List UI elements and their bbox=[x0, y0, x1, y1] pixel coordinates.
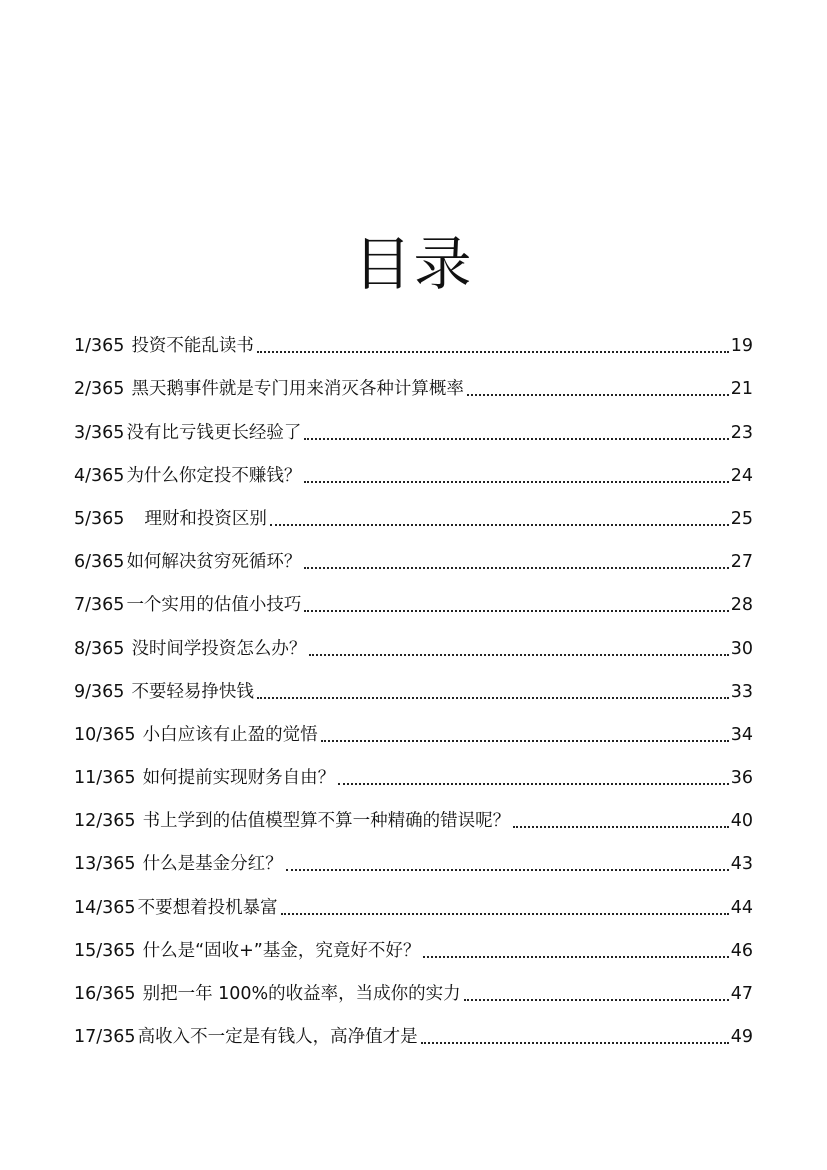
toc-entry[interactable] bbox=[74, 367, 753, 410]
toc-entry-page: 34 bbox=[730, 724, 753, 745]
toc-entry-page: 46 bbox=[730, 940, 753, 961]
dot-leader bbox=[304, 610, 728, 612]
toc-entry-number: 10/365 bbox=[74, 724, 136, 745]
dot-leader bbox=[286, 869, 729, 871]
toc-entry-title: 别把一年 100%的收益率，当成你的实力 bbox=[142, 984, 461, 1004]
toc-entry-page: 43 bbox=[730, 854, 753, 875]
toc-entry-page: 19 bbox=[730, 336, 753, 357]
toc-entry-title: 如何解决贫穷死循环？ bbox=[126, 552, 302, 573]
toc-entry[interactable] bbox=[74, 799, 753, 842]
toc-entry[interactable] bbox=[74, 929, 753, 972]
toc-entry-number: 17/365 bbox=[74, 1027, 136, 1048]
toc-entry-title: 没时间学投资怎么办？ bbox=[131, 638, 307, 659]
toc-entry-page: 36 bbox=[730, 768, 753, 789]
toc-entry-title: 什么是基金分红？ bbox=[142, 854, 283, 875]
toc-entry-title: 一个实用的估值小技巧 bbox=[126, 595, 302, 616]
toc-entry-number: 4/365 bbox=[74, 465, 125, 486]
toc-entry-number: 15/365 bbox=[74, 940, 136, 961]
toc-entry[interactable] bbox=[74, 626, 753, 669]
toc-entry-page: 28 bbox=[730, 595, 753, 616]
toc-entry-page: 27 bbox=[730, 552, 753, 573]
dot-leader bbox=[423, 956, 728, 958]
dot-leader bbox=[304, 481, 728, 483]
toc-entry[interactable] bbox=[74, 713, 753, 756]
toc-entry-title: 不要轻易挣快钱 bbox=[131, 681, 254, 702]
toc-entry[interactable] bbox=[74, 1015, 753, 1058]
toc-entry-title: 如何提前实现财务自由？ bbox=[142, 768, 336, 789]
toc-entry-page: 25 bbox=[730, 508, 753, 529]
toc-entry-page: 24 bbox=[730, 465, 753, 486]
toc-entry-page: 21 bbox=[730, 379, 753, 400]
toc-entry-number: 1/365 bbox=[74, 336, 125, 357]
toc-entry-title: 没有比亏钱更长经验了 bbox=[126, 422, 302, 443]
toc-entry[interactable] bbox=[74, 972, 753, 1015]
toc-entry-number: 9/365 bbox=[74, 681, 125, 702]
dot-leader bbox=[338, 783, 729, 785]
toc-entry-title: 黑天鹅事件就是专门用来消灭各种计算概率 bbox=[131, 379, 464, 400]
toc-entry-title: 理财和投资区别 bbox=[144, 508, 267, 529]
dot-leader bbox=[321, 740, 729, 742]
toc-entry[interactable] bbox=[74, 756, 753, 799]
toc-entry-number: 14/365 bbox=[74, 897, 136, 918]
dot-leader bbox=[281, 913, 729, 915]
dot-leader bbox=[304, 438, 728, 440]
toc-entry-page: 44 bbox=[730, 897, 753, 918]
toc-entry-title: 小白应该有止盈的觉悟 bbox=[142, 724, 318, 745]
dot-leader bbox=[304, 567, 728, 569]
dot-leader bbox=[257, 697, 729, 699]
toc-entry-title: 为什么你定投不赚钱？ bbox=[126, 465, 302, 486]
toc-entry[interactable] bbox=[74, 497, 753, 540]
toc-entry[interactable] bbox=[74, 670, 753, 713]
toc-entry-number: 16/365 bbox=[74, 984, 136, 1004]
dot-leader bbox=[309, 654, 728, 656]
toc-entry[interactable] bbox=[74, 842, 753, 885]
toc-entry-title: 高收入不一定是有钱人，高净值才是 bbox=[137, 1027, 418, 1048]
toc-entry-number: 8/365 bbox=[74, 638, 125, 659]
toc-entry[interactable] bbox=[74, 410, 753, 453]
dot-leader bbox=[257, 351, 729, 353]
toc-entry-page: 33 bbox=[730, 681, 753, 702]
toc-entry[interactable] bbox=[74, 583, 753, 626]
toc-entry-page: 23 bbox=[730, 422, 753, 443]
toc-entry-number: 11/365 bbox=[74, 768, 136, 789]
toc-entry[interactable] bbox=[74, 885, 753, 928]
toc-entry-title: 投资不能乱读书 bbox=[131, 336, 254, 357]
toc-entry-title: 不要想着投机暴富 bbox=[137, 897, 278, 918]
toc-entry-number: 6/365 bbox=[74, 552, 125, 573]
dot-leader bbox=[464, 999, 729, 1001]
toc-entry-number: 2/365 bbox=[74, 379, 125, 400]
table-of-contents bbox=[74, 324, 753, 1058]
toc-entry[interactable] bbox=[74, 324, 753, 367]
toc-entry-title: 书上学到的估值模型算不算一种精确的错误呢？ bbox=[142, 811, 511, 832]
toc-entry[interactable] bbox=[74, 540, 753, 583]
toc-entry-number: 5/365 bbox=[74, 508, 125, 529]
toc-entry-page: 49 bbox=[730, 1027, 753, 1048]
toc-entry-number: 3/365 bbox=[74, 422, 125, 443]
toc-entry[interactable] bbox=[74, 454, 753, 497]
toc-entry-number: 12/365 bbox=[74, 811, 136, 832]
page-title: 目录 bbox=[353, 230, 474, 298]
dot-leader bbox=[513, 826, 729, 828]
toc-entry-number: 13/365 bbox=[74, 854, 136, 875]
dot-leader bbox=[467, 394, 729, 396]
toc-entry-page: 40 bbox=[730, 811, 753, 832]
toc-entry-number: 7/365 bbox=[74, 595, 125, 616]
toc-entry-page: 30 bbox=[730, 638, 753, 659]
dot-leader bbox=[270, 524, 729, 526]
toc-entry-page: 47 bbox=[730, 984, 753, 1004]
toc-entry-title: 什么是“固收+”基金，究竟好不好？ bbox=[142, 940, 421, 961]
dot-leader bbox=[421, 1042, 729, 1044]
